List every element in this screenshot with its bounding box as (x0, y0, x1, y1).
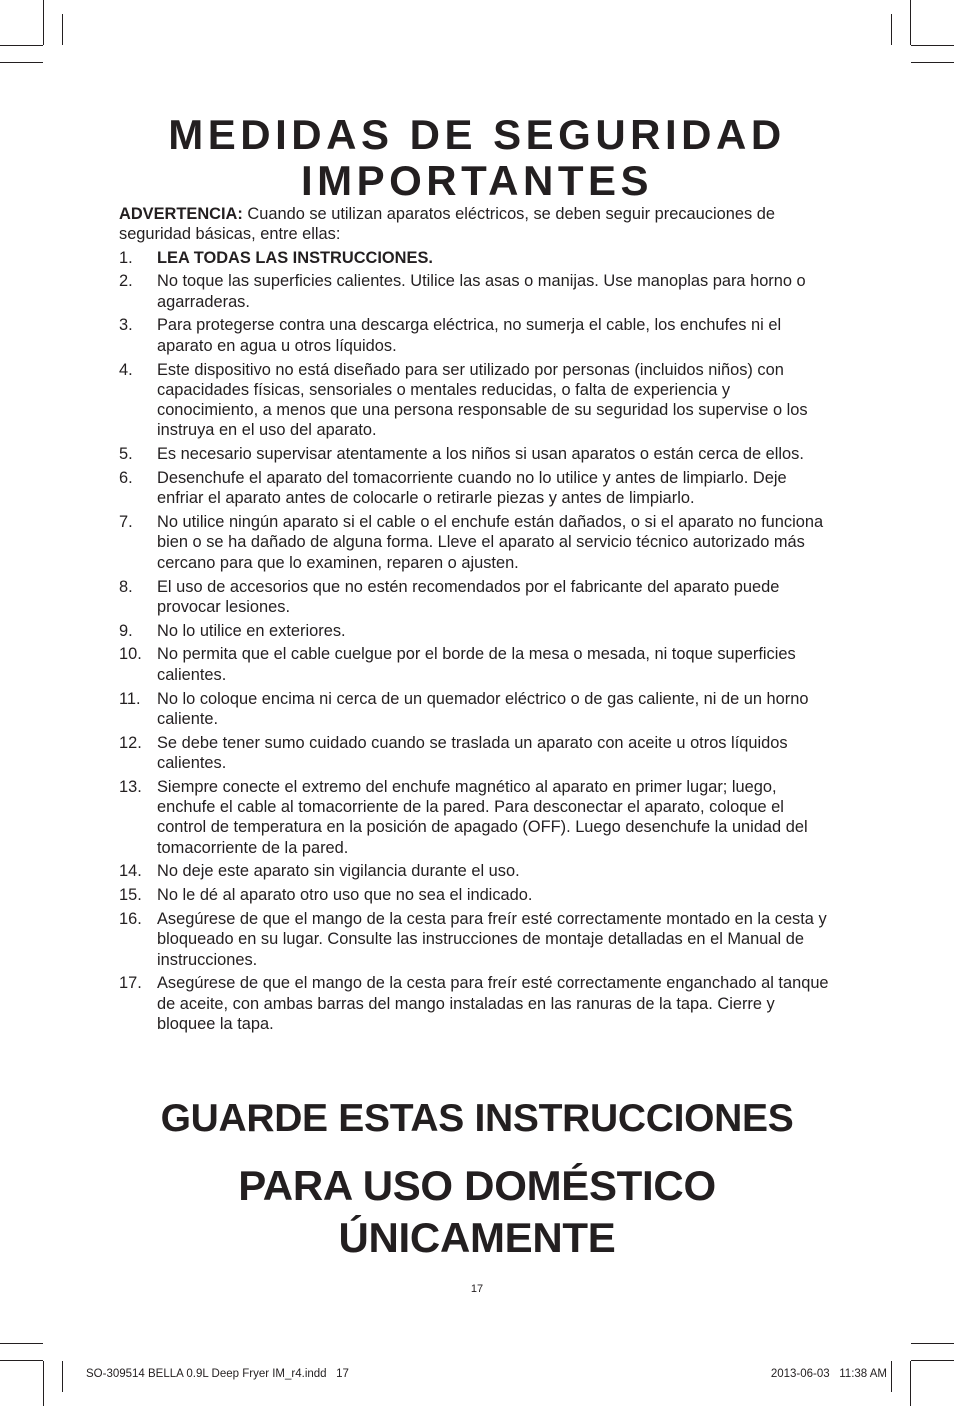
crop-mark (911, 1343, 954, 1344)
list-item (119, 973, 835, 1034)
item-text: No utilice ningún aparato si el cable o el enchufe están dañados, o si el aparato no funciona bien o se ha dañado de alguna forma. Lleve el aparato al servicio técnico autorizado más cercano para que lo examinen, reparen o ajusten. (157, 513, 824, 572)
crop-mark (910, 1361, 911, 1406)
crop-mark (43, 1361, 44, 1406)
item-number: 13. (119, 777, 142, 796)
list-item (119, 271, 835, 312)
item-number: 4. (119, 360, 133, 379)
item-text: Asegúrese de que el mango de la cesta para freír esté correctamente montado en la cesta y bloqueado en su lugar. Consulte las instrucciones de montaje detalladas en el Manual de instrucciones. (157, 910, 827, 969)
household-use-line-2: ÚNICAMENTE (338, 1214, 616, 1261)
crop-mark (0, 45, 43, 46)
crop-mark (911, 62, 954, 63)
crop-mark (911, 1360, 954, 1361)
item-number: 5. (119, 445, 133, 464)
warning-label: ADVERTENCIA: (119, 205, 243, 223)
household-use-line-1: PARA USO DOMÉSTICO (238, 1162, 716, 1209)
list-item (119, 444, 835, 464)
list-item (119, 360, 835, 441)
item-text: Asegúrese de que el mango de la cesta para freír esté correctamente enganchado al tanque de aceite, con ambas barras del mango instaladas en las ranuras de la tapa. Cierre y bloquee la tapa. (157, 974, 829, 1033)
item-number: 15. (119, 886, 142, 905)
item-text: No permita que el cable cuelgue por el borde de la mesa o mesada, ni toque superficies calientes. (157, 645, 796, 684)
crop-mark (0, 1360, 43, 1361)
list-item (119, 885, 835, 905)
page-number: 17 (470, 1283, 484, 1295)
item-text: No deje este aparato sin vigilancia durante el uso. (157, 862, 520, 881)
item-number: 6. (119, 469, 133, 488)
item-number: 16. (119, 910, 142, 928)
crop-mark (0, 1343, 43, 1344)
crop-mark (62, 14, 63, 45)
page-title-line-1: MEDIDAS DE SEGURIDAD (168, 111, 786, 158)
item-text: Se debe tener sumo cuidado cuando se traslada un aparato con aceite u otros líquidos calientes. (157, 733, 788, 772)
crop-mark (911, 45, 954, 46)
item-number: 14. (119, 862, 142, 881)
list-item (119, 777, 835, 858)
list-item (119, 861, 835, 881)
item-text: No lo utilice en exteriores. (157, 621, 346, 640)
item-text: Para protegerse contra una descarga eléctrica, no sumerja el cable, los enchufes ni el aparato en agua u otros líquidos. (157, 316, 782, 355)
item-number: 10. (119, 645, 142, 664)
item-text: Desenchufe el aparato del tomacorriente cuando no lo utilice y antes de limpiarlo. Deje enfriar el aparato antes de colocarle o retirarle piezas y antes de limpiarlo. (157, 469, 787, 508)
crop-mark (891, 1361, 892, 1392)
item-text: No le dé al aparato otro uso que no sea el indicado. (157, 886, 533, 905)
list-item (119, 689, 835, 730)
list-item (119, 315, 835, 356)
list-item (119, 248, 835, 268)
warning-text: Cuando se utilizan aparatos eléctricos, se deben seguir precauciones de seguridad básicas, entre ellas: (119, 205, 775, 244)
item-text: No lo coloque encima ni cerca de un quemador eléctrico o de gas caliente, ni de un horno caliente. (157, 689, 809, 728)
footer-timestamp: 2013-06-03 11:38 AM (770, 1368, 887, 1380)
item-text: Siempre conecte el extremo del enchufe magnético al aparato en primer lugar; luego, enchufe el cable al tomacorriente de la pared. Para desconectar el aparato, coloque el control de temperatura en la posición de apagado (OFF). Luego desenchufe la unidad del tomacorriente de la pared. (157, 777, 808, 857)
item-text: LEA TODAS LAS INSTRUCCIONES. (157, 248, 433, 267)
crop-mark (891, 14, 892, 45)
item-text: Este dispositivo no está diseñado para ser utilizado por personas (incluidos niños) con capacidades físicas, sensoriales o mentales reducidas, o falta de experiencia y conocimiento, a menos que una persona responsable de su seguridad los supervise o los instruya en el uso del aparato. (157, 360, 808, 440)
household-use-heading (0, 1160, 954, 1264)
safety-list (119, 248, 835, 1035)
crop-mark (62, 1361, 63, 1392)
footer-file-info: SO-309514 BELLA 0.9L Deep Fryer IM_r4.indd 17 (86, 1368, 349, 1380)
safety-content (119, 204, 835, 1038)
item-number: 7. (119, 513, 133, 532)
item-number: 11. (119, 689, 141, 708)
list-item (119, 733, 835, 774)
crop-mark (43, 0, 44, 45)
item-number: 8. (119, 577, 133, 596)
item-number: 3. (119, 316, 133, 335)
crop-mark (0, 62, 43, 63)
warning-intro (119, 204, 835, 245)
list-item (119, 909, 835, 970)
list-item (119, 621, 835, 641)
list-item (119, 644, 835, 685)
item-text: Es necesario supervisar atentamente a los niños si usan aparatos o están cerca de ellos. (157, 445, 804, 464)
crop-mark (910, 0, 911, 45)
page-title-line-2: IMPORTANTES (300, 157, 654, 204)
list-item (119, 468, 835, 509)
list-item (119, 512, 835, 573)
save-instructions-heading: GUARDE ESTAS INSTRUCCIONES (160, 1097, 794, 1140)
item-number: 17. (119, 974, 142, 993)
item-text: No toque las superficies calientes. Utilice las asas o manijas. Use manoplas para horno o agarraderas. (157, 272, 806, 311)
item-number: 9. (119, 621, 133, 640)
page-title (0, 112, 954, 204)
item-text: El uso de accesorios que no estén recomendados por el fabricante del aparato puede provocar lesiones. (157, 577, 780, 616)
item-number: 12. (119, 733, 142, 752)
item-number: 1. (119, 248, 133, 267)
item-number: 2. (119, 272, 133, 291)
list-item (119, 577, 835, 618)
